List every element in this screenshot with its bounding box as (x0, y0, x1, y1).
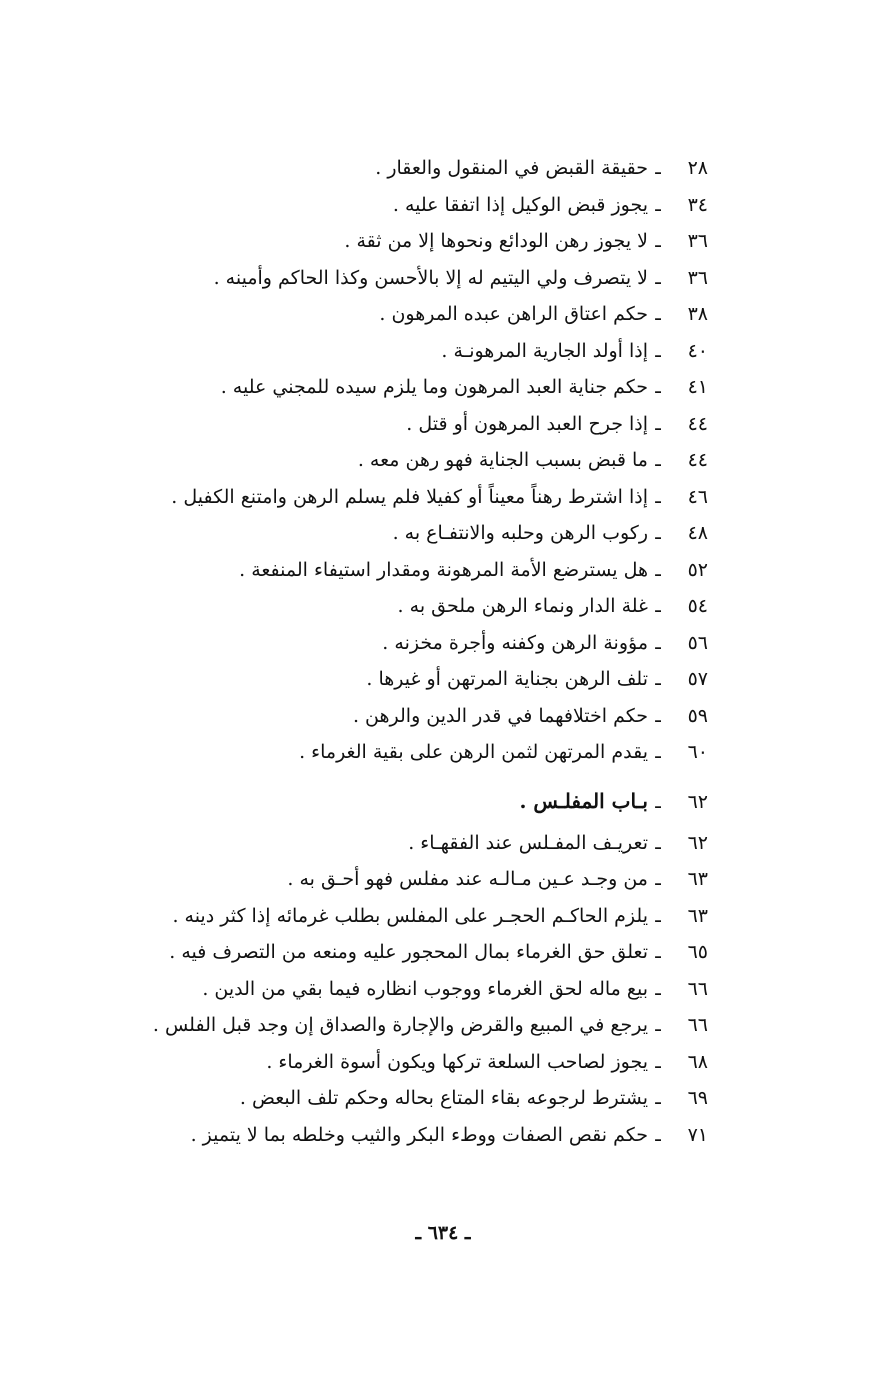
toc-dash: ـ (655, 704, 661, 727)
toc-entry-title: حكم اعتاق الراهن عبده المرهون . (379, 303, 648, 325)
toc-dash: ـ (655, 831, 661, 854)
toc-entry (148, 861, 708, 898)
toc-entry-title: تلف الرهن بجناية المرتهن أو غيرها . (366, 668, 648, 690)
toc-page-number: ٦٢ (687, 790, 708, 813)
toc-entry (148, 260, 708, 297)
toc-page-number: ٥٢ (687, 558, 708, 581)
toc-entry-title: يجوز لصاحب السلعة تركها ويكون أسوة الغرماء . (266, 1050, 648, 1073)
toc-dash: ـ (655, 412, 661, 435)
toc-entry (148, 825, 708, 862)
toc-entry (148, 369, 708, 406)
toc-entry (148, 515, 708, 552)
toc-section-heading (148, 771, 708, 825)
toc-page-number: ٤٦ (687, 485, 708, 508)
toc-dash: ـ (655, 522, 661, 544)
toc-dash: ـ (655, 941, 661, 963)
toc-page-number: ٤٤ (687, 449, 708, 471)
toc-page-number: ٦٨ (687, 1050, 708, 1073)
page-number-footer: ـ ٦٣٤ ـ (415, 1222, 471, 1244)
toc-entry (148, 934, 708, 971)
toc-entry (148, 1080, 708, 1117)
toc-entry (148, 588, 708, 625)
toc-entry-title: حقيقة القبض في المنقول والعقار . (375, 157, 648, 179)
toc-entry-title: هل يسترضع الأمة المرهونة ومقدار استيفاء المنفعة . (239, 558, 648, 581)
toc-entry-title: يشترط لرجوعه بقاء المتاع بحاله وحكم تلف البعض . (239, 1087, 648, 1109)
toc-page-number: ٥٩ (687, 704, 708, 727)
toc-dash: ـ (655, 668, 661, 690)
toc-dash: ـ (655, 193, 661, 216)
toc-page-number: ٦٠ (687, 741, 708, 763)
toc-entry-title: لا يتصرف ولي اليتيم له إلا بالأحسن وكذا الحاكم وأمينه . (213, 266, 648, 289)
toc-page-number: ٧١ (687, 1123, 708, 1146)
toc-dash: ـ (655, 1087, 661, 1109)
toc-entry (148, 1117, 708, 1154)
toc-page-number: ٦٣ (687, 868, 708, 890)
toc-entry-title: حكم جناية العبد المرهون وما يلزم سيده للمجني عليه . (220, 376, 648, 398)
toc-entry-title: تعلق حق الغرماء بمال المحجور عليه ومنعه من التصرف فيه . (169, 941, 648, 963)
toc-entry-title: ركوب الرهن وحلبه والانتفـاع به . (392, 522, 648, 544)
toc-dash: ـ (655, 977, 661, 1000)
toc-dash: ـ (655, 376, 661, 398)
toc-entry (148, 479, 708, 516)
toc-dash: ـ (655, 230, 661, 252)
toc-dash: ـ (655, 868, 661, 890)
toc-entry (148, 1007, 708, 1044)
toc-dash: ـ (655, 1123, 661, 1146)
toc-dash: ـ (655, 157, 661, 179)
toc-entry-title: مؤونة الرهن وكفنه وأجرة مخزنه . (382, 631, 648, 654)
toc-entry-title: لا يجوز رهن الودائع ونحوها إلا من ثقة . (344, 230, 648, 252)
toc-page-number: ٤٨ (687, 522, 708, 544)
toc-entry-title: من وجـد عـين مـالـه عند مفلس فهو أحـق به . (287, 868, 648, 890)
toc-entry (148, 734, 708, 771)
toc-entry (148, 661, 708, 698)
toc-page-number: ٣٦ (687, 230, 708, 252)
toc-entry (148, 552, 708, 589)
toc-entry-title: حكم اختلافهما في قدر الدين والرهن . (352, 704, 648, 727)
toc-entry (148, 971, 708, 1008)
toc-page-number: ٦٢ (687, 831, 708, 854)
toc-entry (148, 625, 708, 662)
toc-dash: ـ (655, 266, 661, 289)
toc-entry-title: حكم نقص الصفات ووطء البكر والثيب وخلطه بما لا يتميز . (190, 1123, 648, 1146)
toc-dash: ـ (655, 595, 661, 617)
toc-dash: ـ (655, 741, 661, 763)
toc-entry (148, 333, 708, 370)
toc-entry (148, 1044, 708, 1081)
toc-dash: ـ (655, 790, 661, 813)
toc-entry-title: بيع ماله لحق الغرماء ووجوب انظاره فيما بقي من الدين . (202, 977, 648, 1000)
toc-dash: ـ (655, 339, 661, 362)
toc-page-number: ٦٣ (687, 904, 708, 927)
toc-page-number: ٦٥ (687, 941, 708, 963)
toc-page-number: ٥٧ (687, 668, 708, 690)
toc-entry-title: يلزم الحاكـم الحجـر على المفلس بطلب غرمائه إذا كثر دينه . (172, 904, 648, 927)
toc-entry-title: إذا اشترط رهناً معيناً أو كفيلا فلم يسلم الرهن وامتنع الكفيل . (171, 485, 648, 508)
toc-entry-title: تعريـف المفـلس عند الفقهـاء . (408, 831, 648, 854)
toc-dash: ـ (655, 631, 661, 654)
toc-page-number: ٣٤ (687, 193, 708, 216)
toc-page-number: ٦٦ (687, 977, 708, 1000)
toc-entry (148, 150, 708, 187)
toc-entry-title: يقدم المرتهن لثمن الرهن على بقية الغرماء . (299, 741, 648, 763)
toc-entry (148, 296, 708, 333)
toc-dash: ـ (655, 449, 661, 471)
toc-page-number: ٦٩ (687, 1087, 708, 1109)
toc-entry (148, 898, 708, 935)
toc-page-number: ٥٤ (687, 595, 708, 617)
toc-dash: ـ (655, 558, 661, 581)
toc-page-number: ٥٦ (687, 631, 708, 654)
toc-entry (148, 406, 708, 443)
toc-entry-title: يرجع في المبيع والقرض والإجارة والصداق إن وجد قبل الفلس . (152, 1014, 648, 1036)
toc-dash: ـ (655, 904, 661, 927)
toc-entry-title: إذا جرح العبد المرهون أو قتل . (406, 412, 648, 435)
toc-dash: ـ (655, 1050, 661, 1073)
toc-entry (148, 442, 708, 479)
toc-dash: ـ (655, 485, 661, 508)
toc-dash: ـ (655, 303, 661, 325)
toc-page-number: ٤١ (687, 376, 708, 398)
toc-entry-title: إذا أولد الجارية المرهونـة . (441, 339, 648, 362)
toc-page-number: ٤٤ (687, 412, 708, 435)
toc-entry (148, 223, 708, 260)
toc-entry-title: ما قبض بسبب الجناية فهو رهن معه . (357, 449, 648, 471)
toc-page-number: ٢٨ (687, 157, 708, 179)
toc-section-title: بـاب المفلـس . (519, 788, 648, 813)
table-of-contents (148, 150, 708, 1153)
toc-dash: ـ (655, 1014, 661, 1036)
toc-entry-title: يجوز قبض الوكيل إذا اتفقا عليه . (392, 193, 648, 216)
toc-page-number: ٣٨ (687, 303, 708, 325)
toc-entry (148, 187, 708, 224)
toc-entry (148, 698, 708, 735)
toc-page-number: ٣٦ (687, 266, 708, 289)
toc-page-number: ٤٠ (687, 339, 708, 362)
toc-page-number: ٦٦ (687, 1014, 708, 1036)
toc-entry-title: غلة الدار ونماء الرهن ملحق به . (397, 595, 648, 617)
